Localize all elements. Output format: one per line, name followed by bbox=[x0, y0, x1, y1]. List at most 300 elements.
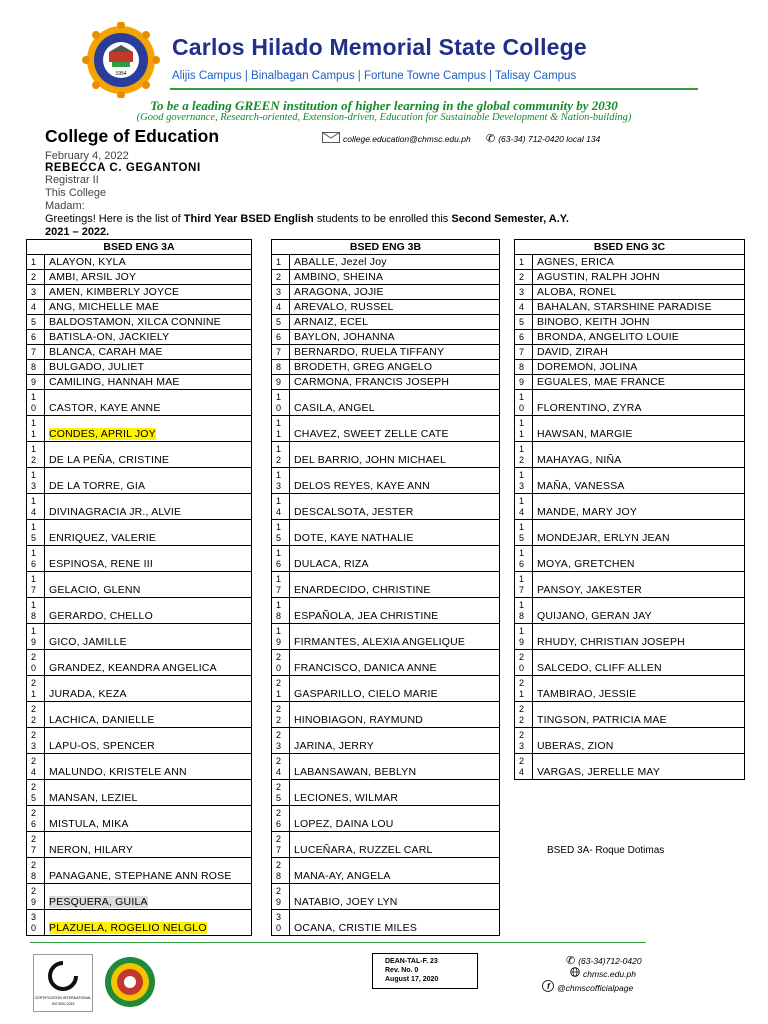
table-row bbox=[27, 624, 252, 650]
student-name: MANDE, MARY JOY bbox=[537, 506, 638, 518]
row-number: 6 bbox=[515, 330, 533, 345]
table-row bbox=[515, 300, 745, 315]
student-name: MOYA, GRETCHEN bbox=[537, 558, 635, 570]
row-number: 2 6 bbox=[27, 806, 45, 832]
student-name: BLANCA, CARAH MAE bbox=[49, 346, 163, 358]
table-row bbox=[27, 650, 252, 676]
header-divider bbox=[170, 88, 698, 90]
recipient-office: This College bbox=[45, 187, 107, 199]
table-row bbox=[27, 858, 252, 884]
table-row bbox=[27, 416, 252, 442]
phone-text: (63-34) 712-0420 local 134 bbox=[498, 133, 601, 144]
student-name-cell bbox=[290, 884, 500, 910]
table-row bbox=[272, 676, 500, 702]
footer-facebook[interactable]: @chmscofficialpage bbox=[557, 982, 634, 993]
row-number: 4 bbox=[27, 300, 45, 315]
student-name-cell bbox=[290, 468, 500, 494]
row-number: 3 bbox=[515, 285, 533, 300]
student-name-cell bbox=[45, 330, 252, 345]
row-number: 1 5 bbox=[27, 520, 45, 546]
student-name-cell bbox=[290, 345, 500, 360]
row-number: 2 7 bbox=[27, 832, 45, 858]
table-row bbox=[515, 754, 745, 780]
row-number: 1 0 bbox=[27, 390, 45, 416]
student-name: AGUSTIN, RALPH JOHN bbox=[537, 271, 660, 283]
table-row bbox=[272, 330, 500, 345]
student-name-cell bbox=[45, 676, 252, 702]
student-name: ESPINOSA, RENE III bbox=[49, 558, 153, 570]
student-name-cell bbox=[45, 255, 252, 270]
row-number: 1 6 bbox=[515, 546, 533, 572]
table-row bbox=[27, 754, 252, 780]
student-name: FIRMANTES, ALEXIA ANGELIQUE bbox=[294, 636, 466, 648]
row-number: 1 2 bbox=[27, 442, 45, 468]
table-row bbox=[515, 255, 745, 270]
row-number: 1 6 bbox=[272, 546, 290, 572]
student-name-cell bbox=[533, 728, 745, 754]
table-row bbox=[515, 442, 745, 468]
student-name-cell bbox=[533, 494, 745, 520]
student-name-cell bbox=[533, 598, 745, 624]
table-row bbox=[27, 676, 252, 702]
table-row bbox=[27, 572, 252, 598]
student-name-cell bbox=[290, 754, 500, 780]
student-name: DE LA PEÑA, CRISTINE bbox=[49, 454, 170, 466]
table-row bbox=[27, 442, 252, 468]
student-name: CHAVEZ, SWEET ZELLE CATE bbox=[294, 428, 449, 440]
table-row bbox=[27, 270, 252, 285]
student-name: MANSAN, LEZIEL bbox=[49, 792, 138, 804]
table-row bbox=[27, 375, 252, 390]
student-name: AMBINO, SHEINA bbox=[294, 271, 384, 283]
student-name-cell bbox=[45, 315, 252, 330]
table-row bbox=[27, 494, 252, 520]
row-number: 1 0 bbox=[515, 390, 533, 416]
student-name-cell bbox=[290, 676, 500, 702]
row-number: 1 3 bbox=[515, 468, 533, 494]
row-number: 7 bbox=[515, 345, 533, 360]
greeting-text-mid: students to be enrolled this bbox=[313, 213, 452, 225]
student-name: ARAGONA, JOJIE bbox=[294, 286, 384, 298]
student-name: ENARDECIDO, CHRISTINE bbox=[294, 584, 431, 596]
row-number: 5 bbox=[27, 315, 45, 330]
student-name-cell bbox=[290, 442, 500, 468]
student-name-cell bbox=[533, 546, 745, 572]
student-name-cell bbox=[45, 858, 252, 884]
doc-code: DEAN-TAL-F. 23 bbox=[385, 958, 438, 965]
row-number: 2 9 bbox=[27, 884, 45, 910]
row-number: 7 bbox=[27, 345, 45, 360]
table-row bbox=[272, 300, 500, 315]
student-name-cell bbox=[533, 330, 745, 345]
row-number: 1 8 bbox=[27, 598, 45, 624]
table-row bbox=[272, 494, 500, 520]
row-number: 5 bbox=[515, 315, 533, 330]
student-name-cell bbox=[290, 650, 500, 676]
table-row bbox=[515, 546, 745, 572]
student-name-cell bbox=[45, 624, 252, 650]
row-number: 2 0 bbox=[27, 650, 45, 676]
table-row bbox=[27, 520, 252, 546]
student-name: GASPARILLO, CIELO MARIE bbox=[294, 688, 438, 700]
student-name-cell bbox=[45, 345, 252, 360]
student-name: DULACA, RIZA bbox=[294, 558, 369, 570]
student-name: BINOBO, KEITH JOHN bbox=[537, 316, 650, 328]
table-row bbox=[27, 330, 252, 345]
table-row bbox=[272, 598, 500, 624]
doc-date: August 17, 2020 bbox=[385, 976, 439, 983]
student-name: LECIONES, WILMAR bbox=[294, 792, 399, 804]
row-number: 1 2 bbox=[272, 442, 290, 468]
table-row bbox=[272, 910, 500, 936]
row-number: 6 bbox=[27, 330, 45, 345]
row-number: 2 0 bbox=[515, 650, 533, 676]
section-title: BSED ENG 3B bbox=[272, 240, 500, 255]
student-name-cell bbox=[45, 832, 252, 858]
student-name-cell bbox=[290, 360, 500, 375]
student-name: MONDEJAR, ERLYN JEAN bbox=[537, 532, 670, 544]
table-row bbox=[27, 390, 252, 416]
row-number: 1 4 bbox=[272, 494, 290, 520]
student-name: AMBI, ARSIL JOY bbox=[49, 271, 137, 283]
student-name: SALCEDO, CLIFF ALLEN bbox=[537, 662, 662, 674]
student-name-cell bbox=[45, 285, 252, 300]
student-name-cell bbox=[290, 315, 500, 330]
table-row bbox=[515, 468, 745, 494]
student-name: ALOBA, RONEL bbox=[537, 286, 617, 298]
student-name-cell bbox=[290, 806, 500, 832]
footer-phone: (63-34)712-0420 bbox=[578, 956, 642, 966]
student-name: CASILA, ANGEL bbox=[294, 402, 375, 414]
student-name-cell bbox=[533, 468, 745, 494]
student-name: UBERAS, ZION bbox=[537, 740, 614, 752]
student-name: PLAZUELA, ROGELIO NELGLO bbox=[49, 922, 207, 934]
department-title: College of Education bbox=[45, 126, 220, 146]
student-name: HINOBIAGON, RAYMUND bbox=[294, 714, 424, 726]
row-number: 2 3 bbox=[272, 728, 290, 754]
student-name: VARGAS, JERELLE MAY bbox=[537, 766, 661, 778]
student-name: BERNARDO, RUELA TIFFANY bbox=[294, 346, 445, 358]
doc-revision: Rev. No. 0 bbox=[385, 967, 419, 974]
row-number: 2 2 bbox=[272, 702, 290, 728]
table-row bbox=[272, 858, 500, 884]
student-name: PANSOY, JAKESTER bbox=[537, 584, 642, 596]
student-name-cell bbox=[290, 832, 500, 858]
section-title: BSED ENG 3A bbox=[27, 240, 252, 255]
table-row bbox=[515, 416, 745, 442]
student-name-cell bbox=[45, 546, 252, 572]
table-row bbox=[27, 468, 252, 494]
student-name: DAVID, ZIRAH bbox=[537, 346, 609, 358]
student-name: BRODETH, GREG ANGELO bbox=[294, 361, 433, 373]
student-name: MAHAYAG, NIÑA bbox=[537, 454, 622, 466]
vision-statement: To be a leading GREEN institution of higher learning in the global community by 2030 bbox=[150, 98, 618, 113]
contact-email bbox=[322, 132, 471, 145]
student-name-cell bbox=[533, 390, 745, 416]
student-name: FRANCISCO, DANICA ANNE bbox=[294, 662, 437, 674]
student-name: BALDOSTAMON, XILCA CONNINE bbox=[49, 316, 221, 328]
student-name-cell bbox=[290, 858, 500, 884]
student-name-cell bbox=[533, 375, 745, 390]
row-number: 1 7 bbox=[515, 572, 533, 598]
row-number: 1 9 bbox=[515, 624, 533, 650]
student-name-cell bbox=[290, 728, 500, 754]
student-name-cell bbox=[290, 330, 500, 345]
footer-contact bbox=[546, 955, 642, 995]
student-name-cell bbox=[45, 598, 252, 624]
student-name: ABALLE, Jezel Joy bbox=[294, 256, 387, 268]
table-row bbox=[272, 416, 500, 442]
table-row bbox=[27, 345, 252, 360]
table-row bbox=[27, 780, 252, 806]
table-row bbox=[272, 315, 500, 330]
table-row bbox=[272, 884, 500, 910]
row-number: 3 bbox=[272, 285, 290, 300]
table-row bbox=[515, 360, 745, 375]
student-name: EGUALES, MAE FRANCE bbox=[537, 376, 666, 388]
adviser-note: BSED 3A- Roque Dotimas bbox=[547, 845, 665, 856]
student-name-cell bbox=[290, 270, 500, 285]
table-row bbox=[272, 520, 500, 546]
table-row bbox=[515, 520, 745, 546]
row-number: 2 1 bbox=[515, 676, 533, 702]
student-name-cell bbox=[45, 416, 252, 442]
student-name: ENRIQUEZ, VALERIE bbox=[49, 532, 157, 544]
student-name: JURADA, KEZA bbox=[49, 688, 127, 700]
row-number: 2 6 bbox=[272, 806, 290, 832]
student-name: CAMILING, HANNAH MAE bbox=[49, 376, 180, 388]
logo-year: 1954 bbox=[115, 71, 127, 77]
section-table-3c bbox=[514, 239, 745, 780]
row-number: 1 bbox=[272, 255, 290, 270]
student-name: NERON, HILARY bbox=[49, 844, 134, 856]
student-name-cell bbox=[45, 884, 252, 910]
student-name: GRANDEZ, KEANDRA ANGELICA bbox=[49, 662, 217, 674]
student-name: BAHALAN, STARSHINE PARADISE bbox=[537, 301, 712, 313]
student-name: LOPEZ, DAINA LOU bbox=[294, 818, 394, 830]
email-text: college.education@chmsc.edu.ph bbox=[343, 133, 471, 144]
student-name-cell bbox=[533, 520, 745, 546]
row-number: 1 8 bbox=[515, 598, 533, 624]
row-number: 6 bbox=[272, 330, 290, 345]
table-row bbox=[515, 345, 745, 360]
student-name-cell bbox=[533, 255, 745, 270]
row-number: 2 1 bbox=[27, 676, 45, 702]
table-row bbox=[272, 728, 500, 754]
student-name: DOTE, KAYE NATHALIE bbox=[294, 532, 414, 544]
student-name: ANG, MICHELLE MAE bbox=[49, 301, 160, 313]
row-number: 8 bbox=[27, 360, 45, 375]
table-row bbox=[272, 780, 500, 806]
cert-iso: ISO 9001:2015 bbox=[51, 1002, 75, 1006]
student-name-cell bbox=[533, 624, 745, 650]
row-number: 1 2 bbox=[515, 442, 533, 468]
row-number: 2 2 bbox=[515, 702, 533, 728]
student-name-cell bbox=[45, 910, 252, 936]
student-name: DOREMON, JOLINA bbox=[537, 361, 638, 373]
student-name: AMEN, KIMBERLY JOYCE bbox=[49, 286, 180, 298]
facebook-icon[interactable] bbox=[542, 980, 554, 995]
student-name-cell bbox=[533, 270, 745, 285]
student-name-cell bbox=[533, 360, 745, 375]
salutation: Madam: bbox=[45, 200, 85, 212]
student-name-cell bbox=[290, 572, 500, 598]
table-row bbox=[272, 255, 500, 270]
table-row bbox=[27, 910, 252, 936]
table-row bbox=[272, 832, 500, 858]
row-number: 2 3 bbox=[27, 728, 45, 754]
recipient-position: Registrar II bbox=[45, 174, 99, 186]
student-name: MALUNDO, KRISTELE ANN bbox=[49, 766, 187, 778]
section-title: BSED ENG 3C bbox=[515, 240, 745, 255]
row-number: 5 bbox=[272, 315, 290, 330]
row-number: 1 1 bbox=[515, 416, 533, 442]
table-row bbox=[27, 546, 252, 572]
table-row bbox=[27, 285, 252, 300]
letter-date: February 4, 2022 bbox=[45, 150, 129, 162]
certification-logo bbox=[33, 954, 93, 1012]
student-name-cell bbox=[45, 520, 252, 546]
row-number: 2 1 bbox=[272, 676, 290, 702]
student-name: BRONDA, ANGELITO LOUIE bbox=[537, 331, 679, 343]
footer-divider bbox=[30, 942, 646, 943]
student-name: ALAYON, KYLA bbox=[49, 256, 126, 268]
row-number: 7 bbox=[272, 345, 290, 360]
table-row bbox=[515, 494, 745, 520]
row-number: 1 1 bbox=[27, 416, 45, 442]
row-number: 1 1 bbox=[272, 416, 290, 442]
phone-icon: ✆ bbox=[566, 955, 576, 967]
row-number: 2 4 bbox=[272, 754, 290, 780]
student-name: LABANSAWAN, BEBLYN bbox=[294, 766, 417, 778]
row-number: 8 bbox=[515, 360, 533, 375]
student-name: CARMONA, FRANCIS JOSEPH bbox=[294, 376, 450, 388]
table-row bbox=[27, 300, 252, 315]
student-name: MISTULA, MIKA bbox=[49, 818, 129, 830]
campus-list: Alijis Campus | Binalbagan Campus | Fortune Towne Campus | Talisay Campus bbox=[172, 70, 577, 82]
recipient-name: REBECCA C. GEGANTONI bbox=[45, 162, 201, 174]
table-row bbox=[272, 546, 500, 572]
student-name: DE LA TORRE, GIA bbox=[49, 480, 146, 492]
student-name-cell bbox=[533, 754, 745, 780]
table-row bbox=[272, 650, 500, 676]
table-row bbox=[515, 315, 745, 330]
row-number: 2 2 bbox=[27, 702, 45, 728]
table-row bbox=[272, 375, 500, 390]
row-number: 2 5 bbox=[27, 780, 45, 806]
student-name: GELACIO, GLENN bbox=[49, 584, 141, 596]
row-number: 3 bbox=[27, 285, 45, 300]
student-name-cell bbox=[290, 255, 500, 270]
student-name: GERARDO, CHELLO bbox=[49, 610, 153, 622]
row-number: 1 6 bbox=[27, 546, 45, 572]
table-row bbox=[515, 650, 745, 676]
college-logo bbox=[76, 22, 166, 98]
table-row bbox=[515, 270, 745, 285]
table-row bbox=[27, 360, 252, 375]
student-name: DESCALSOTA, JESTER bbox=[294, 506, 414, 518]
table-row bbox=[272, 572, 500, 598]
section-table-3a bbox=[26, 239, 252, 936]
student-name: MAÑA, VANESSA bbox=[537, 480, 625, 492]
phone-icon: ✆ bbox=[486, 133, 496, 145]
table-row bbox=[27, 598, 252, 624]
student-name: DELOS REYES, KAYE ANN bbox=[294, 480, 430, 492]
student-name-cell bbox=[45, 780, 252, 806]
student-name-cell bbox=[45, 375, 252, 390]
greeting-line bbox=[45, 213, 569, 225]
student-name-cell bbox=[45, 360, 252, 375]
table-row bbox=[272, 360, 500, 375]
table-row bbox=[272, 390, 500, 416]
table-row bbox=[515, 330, 745, 345]
student-name-cell bbox=[45, 806, 252, 832]
table-row bbox=[515, 728, 745, 754]
row-number: 1 4 bbox=[515, 494, 533, 520]
student-name-cell bbox=[533, 572, 745, 598]
table-row bbox=[27, 315, 252, 330]
row-number: 3 0 bbox=[27, 910, 45, 936]
row-number: 2 bbox=[272, 270, 290, 285]
student-name: LACHICA, DANIELLE bbox=[49, 714, 155, 726]
row-number: 1 3 bbox=[27, 468, 45, 494]
student-name: ESPAÑOLA, JEA CHRISTINE bbox=[294, 610, 439, 622]
row-number: 2 8 bbox=[272, 858, 290, 884]
student-name: CONDES, APRIL JOY bbox=[49, 428, 156, 440]
student-name: PANAGANE, STEPHANE ANN ROSE bbox=[49, 870, 232, 882]
row-number: 1 bbox=[515, 255, 533, 270]
student-name: QUIJANO, GERAN JAY bbox=[537, 610, 652, 622]
student-name-cell bbox=[533, 650, 745, 676]
row-number: 2 bbox=[27, 270, 45, 285]
table-row bbox=[515, 375, 745, 390]
student-name-cell bbox=[533, 345, 745, 360]
table-row bbox=[272, 754, 500, 780]
envelope-icon bbox=[322, 132, 340, 145]
student-name: HAWSAN, MARGIE bbox=[537, 428, 633, 440]
student-name: BAYLON, JOHANNA bbox=[294, 331, 395, 343]
student-name-cell bbox=[533, 300, 745, 315]
student-name-cell bbox=[290, 598, 500, 624]
table-row bbox=[272, 624, 500, 650]
table-row bbox=[515, 624, 745, 650]
student-name: FLORENTINO, ZYRA bbox=[537, 402, 642, 414]
student-name-cell bbox=[45, 494, 252, 520]
student-name-cell bbox=[290, 520, 500, 546]
student-name-cell bbox=[45, 650, 252, 676]
row-number: 1 5 bbox=[515, 520, 533, 546]
program-name: Third Year BSED English bbox=[183, 213, 314, 225]
table-row bbox=[27, 702, 252, 728]
student-name-cell bbox=[45, 270, 252, 285]
row-number: 1 9 bbox=[272, 624, 290, 650]
row-number: 1 0 bbox=[272, 390, 290, 416]
student-name-cell bbox=[290, 375, 500, 390]
table-row bbox=[515, 598, 745, 624]
footer-website[interactable]: chmsc.edu.ph bbox=[583, 968, 636, 979]
student-name-cell bbox=[290, 780, 500, 806]
row-number: 1 3 bbox=[272, 468, 290, 494]
student-name-cell bbox=[290, 390, 500, 416]
student-name-cell bbox=[45, 754, 252, 780]
student-name: MANA-AY, ANGELA bbox=[294, 870, 391, 882]
section-table-3b bbox=[271, 239, 500, 936]
college-name: Carlos Hilado Memorial State College bbox=[172, 34, 587, 60]
student-name: CASTOR, KAYE ANNE bbox=[49, 402, 161, 414]
row-number: 1 9 bbox=[27, 624, 45, 650]
table-row bbox=[27, 806, 252, 832]
row-number: 1 8 bbox=[272, 598, 290, 624]
